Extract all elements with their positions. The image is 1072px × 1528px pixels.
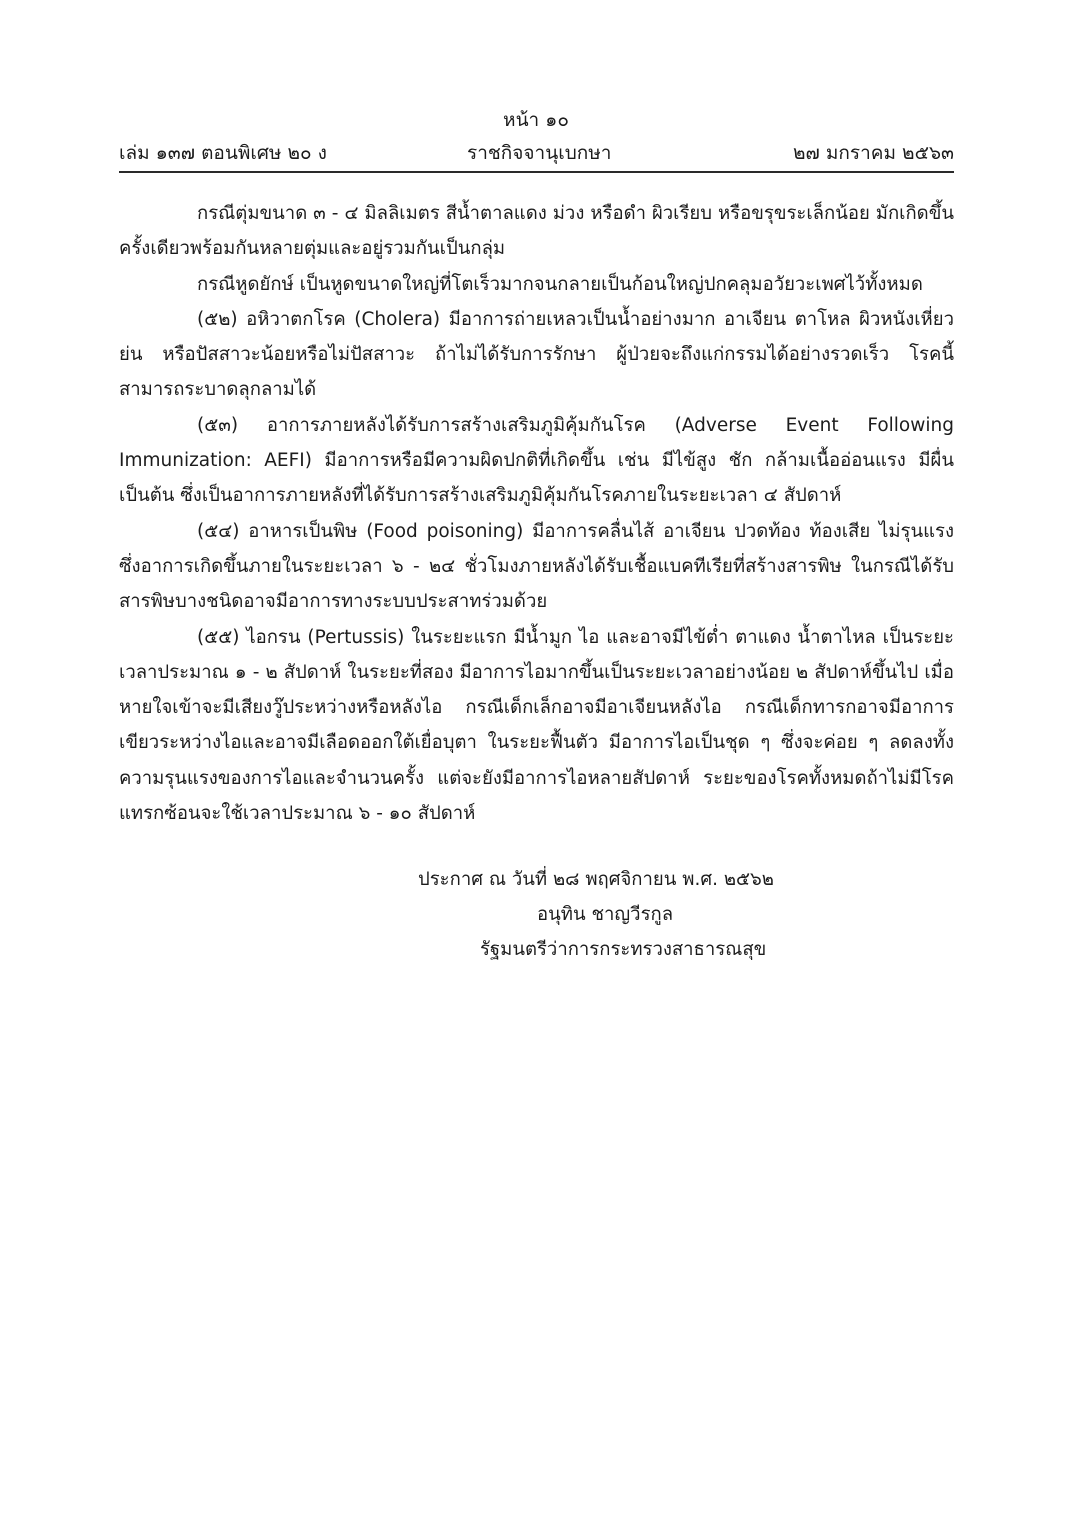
volume-issue: เล่ม ๑๓๗ ตอนพิเศษ ๒๐ ง [119, 142, 327, 164]
paragraph-53-aefi: (๕๓) อาการภายหลังได้รับการสร้างเสริมภูมิคุ้มกันโรค (Adverse Event Following Immunization: AEFI) มีอาการหรือมีความผิดปกติที่เกิดขึ้น เช่น มีไข้สูง ชัก กล้ามเนื้ออ่อนแรง มีผื่น เป็นต้น ซึ่งเป็นอาการภายหลังที่ได้รับการสร้างเสริมภูมิคุ้มกันโรคภายในระยะเวลา ๔ สัปดาห์ [119, 414, 954, 507]
header-divider [119, 171, 954, 173]
paragraph-55-pertussis: (๕๕) ไอกรน (Pertussis) ในระยะแรก มีน้ำมูก ไอ และอาจมีไข้ต่ำ ตาแดง น้ำตาไหล เป็นระยะเวลาประมาณ ๑ - ๒ สัปดาห์ ในระยะที่สอง มีอาการไอมากขึ้นเป็นระยะเวลาอย่างน้อย ๒ สัปดาห์ขึ้นไป เมื่อหายใจเข้าจะมีเสียงวู๊ประหว่างหรือหลังไอ กรณีเด็กเล็กอาจมีอาเจียนหลังไอ กรณีเด็กทารกอาจมีอาการเขียวระหว่างไอและอาจมีเลือดออกใต้เยื่อบุตา ในระยะฟื้นตัว มีอาการไอเป็นชุด ๆ ซึ่งจะค่อย ๆ ลดลงทั้งความรุนแรงของการไอและจำนวนครั้ง แต่จะยังมีอาการไอหลายสัปดาห์ ระยะของโรคทั้งหมดถ้าไม่มีโรคแทรกซ้อนจะใช้เวลาประมาณ ๖ - ๑๐ สัปดาห์ [119, 626, 954, 825]
paragraph-54-food-poisoning: (๕๔) อาหารเป็นพิษ (Food poisoning) มีอาการคลื่นไส้ อาเจียน ปวดท้อง ท้องเสีย ไม่รุนแรง ซึ่งอาการเกิดขึ้นภายในระยะเวลา ๖ - ๒๔ ชั่วโมงภายหลังได้รับเชื้อแบคทีเรียที่สร้างสารพิษ ในกรณีได้รับสารพิษบางชนิดอาจมีอาการทางระบบประสาทร่วมด้วย [119, 520, 954, 613]
signatory-name: อนุทิน ชาญวีรกูล [537, 904, 674, 925]
paragraph-lesion-size: กรณีตุ่มขนาด ๓ - ๔ มิลลิเมตร สีน้ำตาลแดง ม่วง หรือดำ ผิวเรียบ หรือขรุขระเล็กน้อย มักเกิดขึ้นครั้งเดียวพร้อมกันหลายตุ่มและอยู่รวมกันเป็นกลุ่ม [119, 203, 954, 260]
publication-date: ๒๗ มกราคม ๒๕๖๓ [793, 142, 954, 164]
gazette-title: ราชกิจจานุเบกษา [467, 142, 612, 164]
page-number: หน้า ๑๐ [503, 109, 569, 131]
paragraph-giant-wart: กรณีหูดยักษ์ เป็นหูดขนาดใหญ่ที่โตเร็วมากจนกลายเป็นก้อนใหญ่ปกคลุมอวัยวะเพศไว้ทั้งหมด [197, 273, 923, 295]
signatory-position: รัฐมนตรีว่าการกระทรวงสาธารณสุข [480, 939, 767, 960]
document-body [119, 196, 954, 831]
announcement-date: ประกาศ ณ วันที่ ๒๘ พฤศจิกายน พ.ศ. ๒๕๖๒ [418, 869, 774, 890]
gazette-header [119, 139, 954, 169]
paragraph-52-cholera: (๕๒) อหิวาตกโรค (Cholera) มีอาการถ่ายเหลวเป็นน้ำอย่างมาก อาเจียน ตาโหล ผิวหนังเหี่ยวย่น หรือปัสสาวะน้อยหรือไม่ปัสสาวะ ถ้าไม่ได้รับการรักษา ผู้ป่วยจะถึงแก่กรรมได้อย่างรวดเร็ว โรคนี้สามารถระบาดลุกลามได้ [119, 308, 954, 401]
